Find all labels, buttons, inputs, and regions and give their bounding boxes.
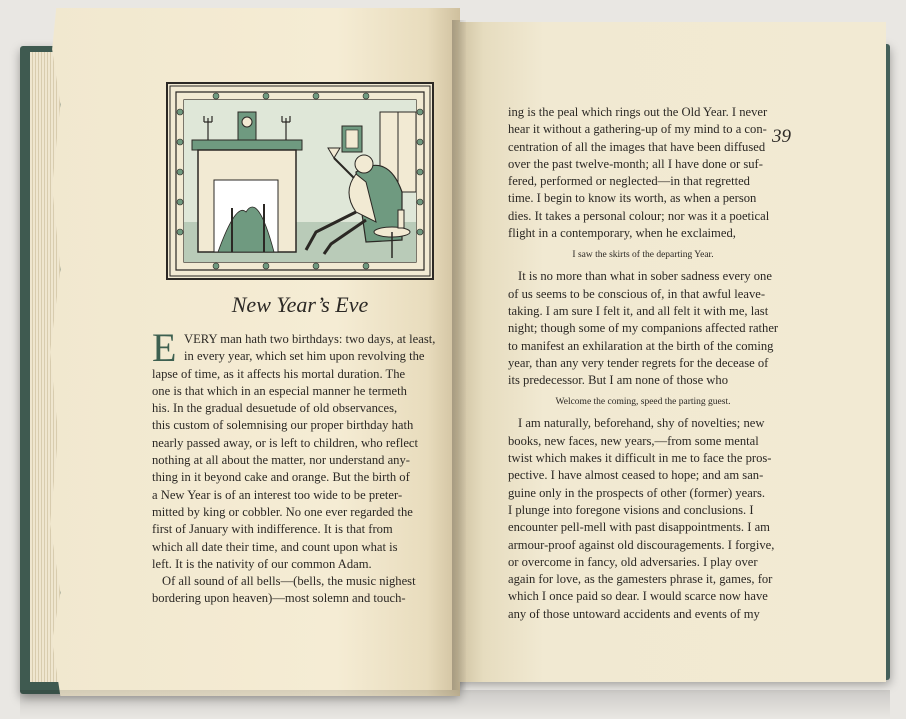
text-line: this custom of solemnising our proper birthday hath — [152, 418, 414, 433]
text-line: guine only in the prospects of other (former) years. — [508, 485, 766, 500]
fireside-illustration — [166, 82, 434, 280]
text-line: which I once paid so dear. I would scarce now have — [508, 589, 768, 604]
text-line: night; though some of my companions affected rather — [508, 321, 779, 336]
text-line: its predecessor. But I am none of those who — [508, 373, 728, 388]
quotation: Welcome the coming, speed the parting guest. — [555, 397, 731, 408]
text-line: I am naturally, beforehand, shy of novelties; new — [518, 416, 765, 431]
text-line: time. I begin to know its worth, as when a person — [508, 191, 757, 206]
text-line: lapse of time, as it affects his mortal duration. The — [152, 366, 406, 381]
book-gutter — [452, 20, 466, 690]
page-number: 39 — [772, 126, 791, 147]
text-line: his. In the gradual desuetude of old observances, — [152, 401, 398, 416]
table-shadow — [20, 690, 890, 719]
text-line: nearly passed away, or is left to children, who reflect — [152, 435, 418, 450]
text-line: hear it without a gathering-up of my mind to a con- — [508, 122, 767, 137]
text-line: books, new faces, new years,—from some mental — [508, 433, 759, 448]
text-line: twist which makes it difficult in me to face the pros- — [508, 451, 772, 466]
right-page-text — [508, 104, 778, 623]
text-line: which all date their time, and count upon what is — [152, 539, 398, 554]
text-line: thing in it beyond cake and orange. But the birth of — [152, 470, 410, 485]
chapter-title: New Year’s Eve — [231, 292, 369, 317]
text-line: taking. I am sure I felt it, and all felt it with me, last — [508, 303, 769, 318]
text-line: any of those untoward accidents and events of my — [508, 606, 760, 621]
text-line: left. It is the nativity of our common Adam. — [152, 556, 372, 571]
text-line: of us seems to be conscious of, in that awful leave- — [508, 286, 766, 301]
text-line: It is no more than what in sober sadness every one — [518, 269, 772, 284]
text-line: to manifest an exhilaration at the birth of the coming — [508, 338, 774, 353]
quotation: I saw the skirts of the departing Year. — [572, 250, 714, 261]
text-line: centration of all the images that have been diffused — [508, 139, 766, 154]
text-line: nothing at all about the matter, nor understand any- — [152, 453, 410, 468]
text-line: pective. I have almost ceased to hope; and am san- — [508, 468, 764, 483]
text-line: bordering upon heaven)—most solemn and touch- — [152, 591, 406, 606]
text-line: in every year, which set him upon revolving the — [184, 349, 425, 364]
text-line: ing is the peal which rings out the Old Year. I never — [508, 105, 768, 119]
text-line: one is that which in an especial manner he termeth — [152, 383, 407, 398]
text-line: again for love, as the gamesters phrase it, games, for — [508, 572, 773, 587]
text-line: VERY man hath two birthdays: two days, at least, — [184, 332, 436, 346]
text-line: armour-proof against old discouragements. I forgive, — [508, 537, 775, 552]
text-line: mitted by king or cobbler. No one ever regarded the — [152, 504, 413, 519]
text-line: Of all sound of all bells—(bells, the music nighest — [162, 574, 416, 589]
text-line: fered, performed or neglected—in that regretted — [508, 174, 750, 189]
left-page-text — [152, 325, 442, 608]
drop-cap: E — [152, 325, 177, 370]
text-line: over the past twelve-month; all I have done or suf- — [508, 156, 763, 171]
text-line: I plunge into foregone visions and conclusions. I — [508, 502, 754, 517]
text-line: a New Year is of an interest too wide to be preter- — [152, 487, 403, 502]
text-line: dies. It takes a personal colour; nor was it a poetical — [508, 208, 770, 223]
text-line: or overcome in fancy, old adversaries. I play over — [508, 554, 758, 569]
text-line: encounter pell-mell with past disappointments. I am — [508, 520, 770, 535]
text-line: first of January with indifference. It is that from — [152, 522, 393, 537]
text-line: flight in a contemporary, when he exclaimed, — [508, 226, 736, 241]
text-line: year, than any very tender regrets for the decease of — [508, 355, 769, 370]
